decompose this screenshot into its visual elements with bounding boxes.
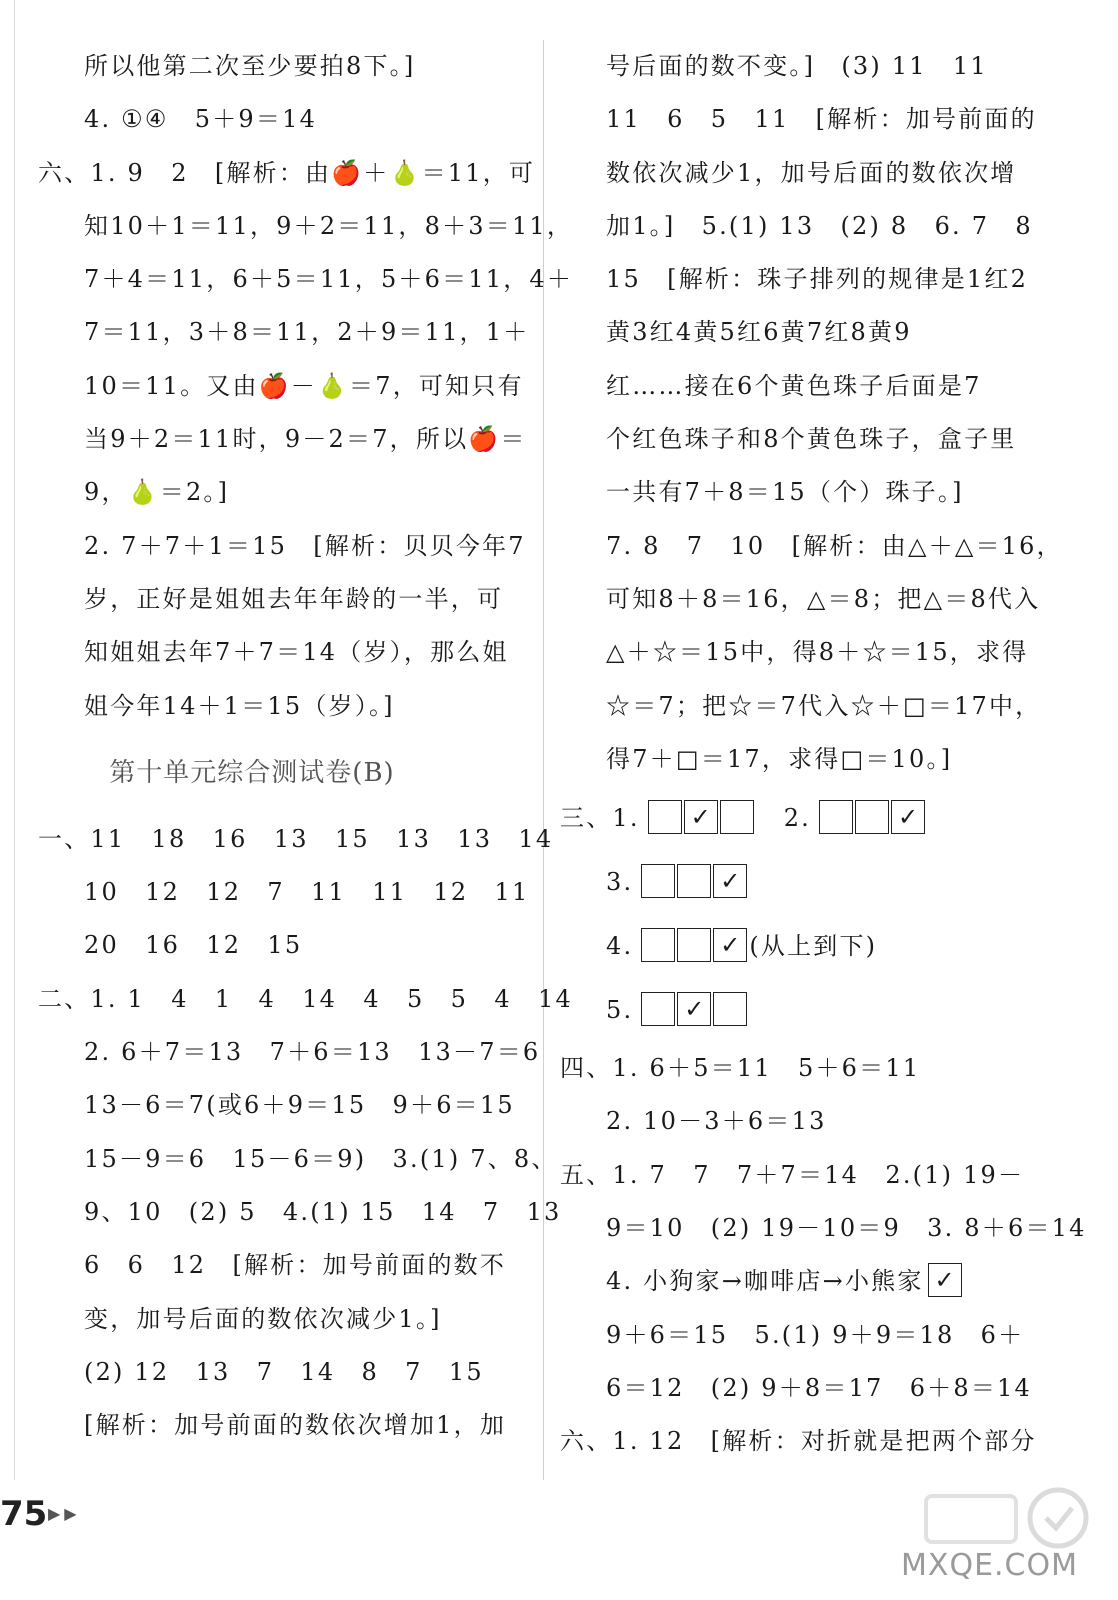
answer-line (560, 573, 1080, 626)
checked-box: ✓ (891, 800, 925, 834)
checkbox-row (560, 914, 1080, 978)
checkbox-group (641, 868, 749, 896)
right-bottom-answers (560, 1042, 1087, 1468)
answer-text: 知10＋1＝11，9＋2＝11，8＋3＝11， (84, 211, 574, 240)
checkbox-row (560, 978, 1080, 1042)
answer-text: 个红色珠子和8个黄色珠子，盒子里 (606, 425, 1017, 454)
answer-line (38, 919, 526, 972)
answer-text: 9＝10 (2) 19－10＝9 3. 8＋6＝14 (606, 1214, 1087, 1243)
answer-text: 六、1. 12 [解析：对折就是把两个部分 (560, 1427, 1037, 1456)
answer-line (560, 40, 1080, 93)
answer-line (38, 1346, 526, 1399)
answer-text: 加1。] 5.(1) 13 (2) 8 6. 7 8 (606, 211, 1033, 240)
answer-line (38, 573, 526, 626)
answer-line (560, 1255, 1080, 1308)
right-column (560, 40, 1087, 1469)
answer-text: 7＋4＝11，6＋5＝11，5＋6＝11，4＋ (84, 265, 574, 294)
answer-text: 红……接在6个黄色珠子后面是7 (606, 371, 982, 400)
answer-line (38, 1186, 562, 1239)
answer-line (38, 866, 530, 919)
left-column (38, 40, 574, 1452)
answer-line (560, 413, 1080, 466)
empty-box (720, 800, 754, 834)
answer-line (560, 466, 1080, 519)
answer-text: 二、1. 1 4 1 4 14 4 5 5 4 14 (38, 984, 573, 1013)
left-top-answers (38, 40, 574, 733)
answer-text: 15－9＝6 15－6＝9) 3.(1) 7、8、 (84, 1144, 558, 1173)
checkbox-group (648, 804, 756, 832)
answer-line (38, 40, 526, 93)
answer-line (560, 200, 1080, 253)
page-arrows-icon: ▶▶ (48, 1504, 81, 1523)
empty-box (641, 864, 675, 898)
empty-box (648, 800, 682, 834)
check-box: ✓ (928, 1263, 962, 1297)
answer-text: 13－6＝7(或6＋9＝15 9＋6＝15 (84, 1091, 515, 1120)
answer-text: 6 6 12 [解析：加号前面的数不 (84, 1251, 507, 1280)
answer-line (560, 147, 1080, 200)
answer-line (38, 93, 526, 146)
empty-box (819, 800, 853, 834)
box-note: (从上到下) (749, 932, 878, 961)
answer-line (38, 680, 526, 733)
answer-line (560, 93, 1080, 146)
empty-box (713, 992, 747, 1026)
answer-text: 2. 10－3＋6＝13 (606, 1107, 827, 1136)
answer-text: 岁，正好是姐姐去年年龄的一半，可 (84, 584, 504, 613)
answer-line (38, 1079, 526, 1132)
answer-text: 4. ①④ 5＋9＝14 (84, 105, 318, 134)
answer-text: 变，加号后面的数依次减少1。] (84, 1304, 442, 1333)
answer-line (38, 626, 526, 679)
answer-text: [解析：加号前面的数依次增加1，加 (84, 1411, 507, 1440)
answer-line (38, 413, 526, 466)
left-bottom-answers (38, 813, 573, 1453)
answer-line (38, 973, 573, 1026)
answer-text: 一、11 18 16 13 15 13 13 14 (38, 824, 554, 853)
answer-line (560, 1309, 1080, 1362)
answer-text: 可知8＋8＝16，△＝8；把△＝8代入 (606, 584, 1041, 613)
question-number: 4. (606, 932, 634, 961)
answer-text: 当9＋2＝11时，9－2＝7，所以🍎＝ (84, 425, 527, 454)
checkbox-group (641, 932, 877, 960)
right-top-answers (560, 40, 1080, 786)
answer-text: 4. 小狗家→咖啡店→小熊家 (606, 1267, 924, 1296)
answer-line (38, 147, 536, 200)
answer-text: 6＝12 (2) 9＋8＝17 6＋8＝14 (606, 1373, 1032, 1402)
answer-line (560, 626, 1080, 679)
answer-line (38, 466, 526, 519)
answer-text: 2. 7＋7＋1＝15 [解析：贝贝今年7 (84, 531, 526, 560)
answer-line (38, 1239, 526, 1292)
answer-line (38, 253, 574, 306)
answer-line (560, 1362, 1080, 1415)
answer-line (560, 1202, 1087, 1255)
checkbox-answers (560, 786, 1080, 1042)
answer-text: 知姐姐去年7＋7＝14（岁），那么姐 (84, 638, 509, 667)
answer-text: 9，🍐＝2。] (84, 478, 230, 507)
answer-text: 数依次减少1，加号后面的数依次增 (606, 158, 1017, 187)
answer-text: 9＋6＝15 5.(1) 9＋9＝18 6＋ (606, 1320, 1025, 1349)
answer-line (38, 200, 574, 253)
answer-text: 9、10 (2) 5 4.(1) 15 14 7 13 (84, 1197, 562, 1226)
page-number: 75 (0, 1494, 48, 1534)
empty-box (855, 800, 889, 834)
answer-line (560, 680, 1080, 733)
answer-text: 一共有7＋8＝15（个）珠子。] (606, 478, 964, 507)
question-number: 3. (606, 868, 634, 897)
checkbox-group (819, 804, 927, 832)
answer-line (560, 733, 1080, 786)
section-title: 第十单元综合测试卷(B) (109, 757, 395, 788)
checked-box: ✓ (713, 928, 747, 962)
answer-line (38, 360, 526, 413)
answer-line (560, 1095, 1080, 1148)
answer-line (38, 306, 530, 359)
checkbox-group (641, 996, 749, 1024)
checkbox-row (560, 850, 1080, 914)
answer-line (560, 1149, 1080, 1202)
answer-text: ☆＝7；把☆＝7代入☆＋□＝17中， (606, 691, 1042, 720)
empty-box (677, 928, 711, 962)
empty-box (641, 928, 675, 962)
answer-text: 姐今年14＋1＝15（岁）。] (84, 691, 395, 720)
answer-text: 五、1. 7 7 7＋7＝14 2.(1) 19－ (560, 1160, 1025, 1189)
empty-box (677, 864, 711, 898)
answer-text: 20 16 12 15 (84, 931, 303, 960)
answer-line (38, 1026, 541, 1079)
section-label: 三、1. (560, 804, 640, 833)
answer-text: 得7＋□＝17，求得□＝10。] (606, 744, 953, 773)
question-number: 2. (783, 804, 812, 833)
answer-line (38, 520, 526, 573)
checked-box: ✓ (677, 992, 711, 1026)
answer-line (560, 306, 1080, 359)
answer-text: 15 [解析：珠子排列的规律是1红2 (606, 265, 1029, 294)
answer-line (38, 1133, 558, 1186)
answer-text: (2) 12 13 7 14 8 7 15 (84, 1357, 484, 1386)
question-number: 5. (606, 996, 634, 1025)
page-edge-line (14, 0, 15, 1480)
answer-text: 11 6 5 11 [解析：加号前面的 (606, 105, 1037, 134)
answer-text: 7＝11，3＋8＝11，2＋9＝11，1＋ (84, 318, 530, 347)
answer-text: 号后面的数不变。] (3) 11 11 (606, 52, 988, 80)
checked-box: ✓ (684, 800, 718, 834)
answer-text: 所以他第二次至少要拍8下。] (84, 52, 416, 80)
answer-line (38, 1293, 526, 1346)
answer-line (38, 1399, 526, 1452)
answer-line (560, 1042, 1080, 1095)
answer-line (560, 360, 1080, 413)
answer-line (38, 813, 554, 866)
watermark-text: MXQE.COM (901, 1548, 1078, 1583)
answer-text: 黄3红4黄5红6黄7红8黄9 (606, 318, 912, 347)
answer-line (560, 520, 1080, 573)
checked-box: ✓ (713, 864, 747, 898)
answer-text: 六、1. 9 2 [解析：由🍎＋🍐＝11，可 (38, 158, 536, 187)
answer-line (560, 253, 1080, 306)
answer-text: 10 12 12 7 11 11 12 11 (84, 878, 530, 907)
answer-line (560, 1415, 1080, 1468)
empty-box (641, 992, 675, 1026)
checkbox-row (560, 786, 1080, 850)
answer-text: 四、1. 6＋5＝11 5＋6＝11 (560, 1054, 921, 1083)
answer-text: 2. 6＋7＝13 7＋6＝13 13－7＝6 (84, 1038, 541, 1067)
answer-text: 7. 8 7 10 [解析：由△＋△＝16， (606, 531, 1063, 560)
answer-text: △＋☆＝15中，得8＋☆＝15，求得 (606, 638, 1029, 667)
answer-text: 10＝11。又由🍎－🍐＝7，可知只有 (84, 371, 524, 400)
